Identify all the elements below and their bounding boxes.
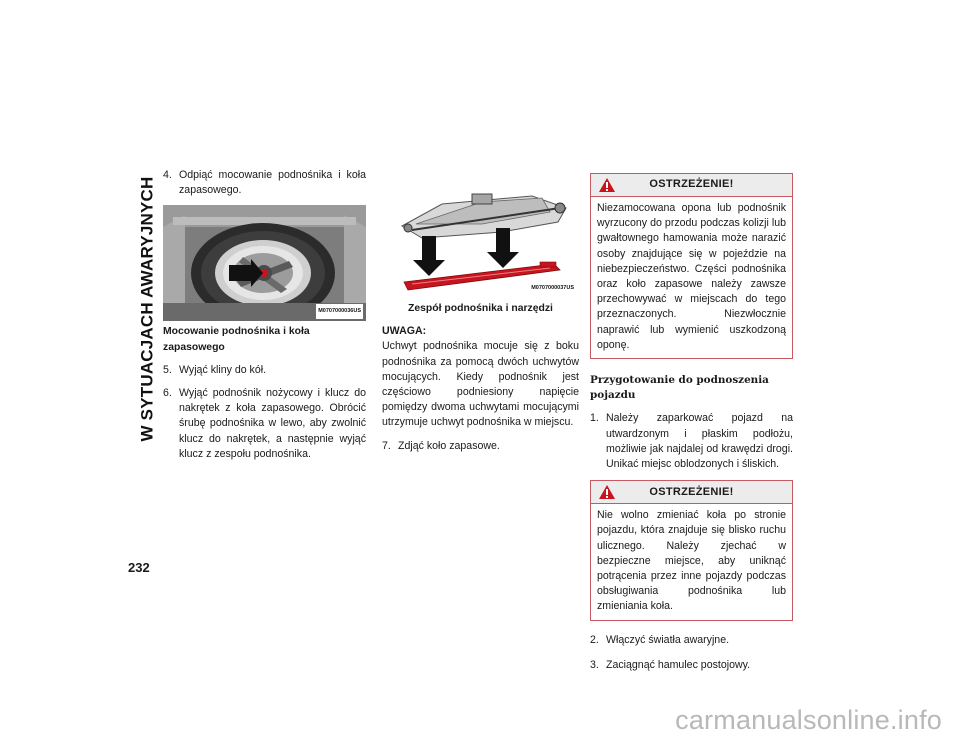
step-2: 2. Włączyć światła awaryjne. [590, 633, 730, 646]
warning-triangle-icon [598, 484, 616, 500]
warning-header: OSTRZEŻENIE! [591, 174, 792, 197]
warning-text: Nie wolno zmieniać koła po stronie pojazdu, która znajduje się blisko ruchu ulicznego. Należy zjechać w bezpieczne miejsce, aby uniknąć potrącenia przez inne pojazdy podczas obsługiwania podnośnika lub zmieniania koła. [597, 509, 786, 613]
figure-jack-mount [163, 205, 366, 321]
note-title: UWAGA: [382, 325, 427, 338]
warning-text: Niezamocowana opona lub podnośnik wyrzucony do przodu podczas kolizji lub gwałtownego hamowania może narazić osoby znajdujące się w pojeździe na niebezpieczeństwo. Części podnośnika oraz koło zapasowe należy zawsze przechowywać w miejscach do tego przeznaczonych. Niezwłocznie naprawić lub wymienić uszkodzoną oponę. [597, 202, 786, 351]
step-5: 5. Wyjąć kliny do kół. [163, 363, 267, 376]
figure-code: M0707000037US [529, 281, 576, 296]
figure-jack-tools [382, 178, 579, 298]
step-3: 3. Zaciągnąć hamulec postojowy. [590, 658, 751, 671]
step-7: 7. Zdjąć koło zapasowe. [382, 439, 500, 452]
step-4: 4. Odpiąć mocowanie podnośnika i koła zapasowego. [163, 169, 366, 197]
step-6: 6. Wyjąć podnośnik nożycowy i klucz do nakrętek z koła zapasowego. Obrócić śrubę podnośnika w lewo, aby zwolnić klucz do nakrętek, a następnie wyjąć klucz z zespołu podnośnika. [163, 387, 366, 460]
column-left [163, 168, 366, 470]
figure-caption: Zespół podnośnika i narzędzi [408, 303, 553, 314]
section-heading: Przygotowanie do podnoszenia pojazdu [590, 374, 769, 402]
side-section-title: W SYTUACJACH AWARYJNYCH [137, 176, 157, 442]
column-middle [382, 168, 579, 462]
watermark: carmanualsonline.info [675, 705, 942, 735]
warning-triangle-icon [598, 177, 616, 193]
warning-box [590, 173, 793, 359]
figure-caption: Mocowanie podnośnika i koła zapasowego [163, 326, 310, 353]
figure-code: M0707000036US [316, 304, 363, 319]
step-1: 1. Należy zaparkować pojazd na utwardzonym i płaskim podłożu, możliwie jak najdalej od krawędzi drogi. Unikać miejsc oblodzonych i śliskich. [590, 412, 793, 471]
column-right [590, 173, 793, 681]
note-text: Uchwyt podnośnika mocuje się z boku podnośnika za pomocą dwóch uchwytów mocujących. Kiedy podnośnik jest częściowo podniesiony napięcie pomiędzy dwoma uchwytami mocującymi utrzymuje uchwyt podnośnika w miejscu. [382, 340, 579, 429]
page-number: 232 [128, 560, 150, 575]
warning-box [590, 480, 793, 620]
warning-header: OSTRZEŻENIE! [591, 481, 792, 504]
